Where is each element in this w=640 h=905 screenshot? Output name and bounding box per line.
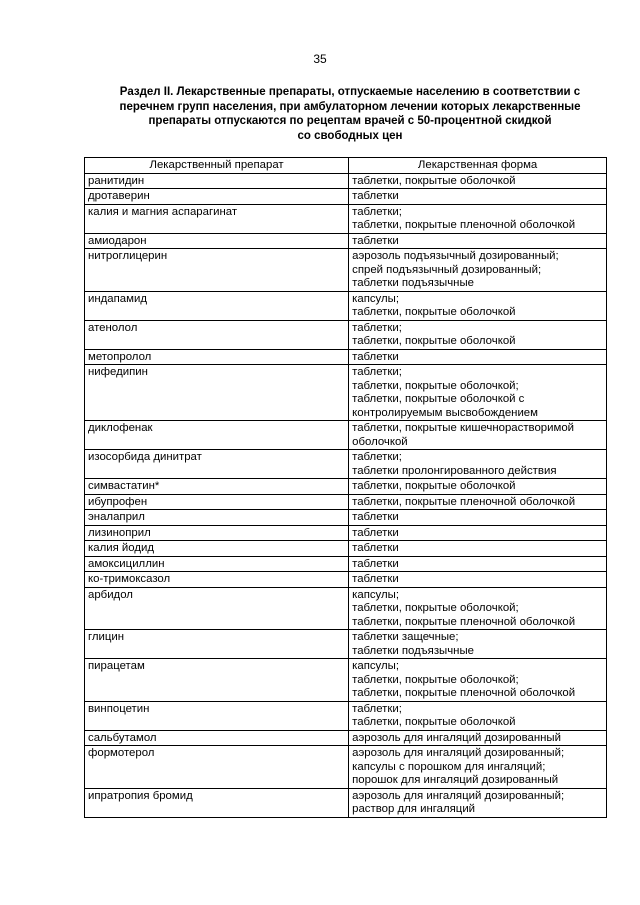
drug-form-line: контролируемым высвобождением: [352, 406, 538, 419]
drug-form-cell: [349, 587, 607, 630]
drug-name-cell: ибупрофен: [85, 494, 349, 510]
table-row: [85, 587, 607, 630]
table-row: [85, 450, 607, 479]
table-row: [85, 365, 607, 421]
drug-name-cell: амиодарон: [85, 233, 349, 249]
table-row: [85, 479, 607, 495]
drug-form-line: таблетки, покрытые оболочкой;: [352, 673, 519, 686]
table-row: [85, 349, 607, 365]
drug-form-line: таблетки, покрытые оболочкой;: [352, 602, 519, 614]
table-row: [85, 291, 607, 320]
drug-form-line: таблетки: [352, 234, 399, 247]
drug-form-cell: [349, 249, 607, 292]
drug-form-line: капсулы;: [352, 660, 400, 672]
drug-form-line: таблетки: [352, 557, 399, 570]
drug-form-cell: [349, 421, 607, 450]
drug-name-cell: эналаприл: [85, 510, 349, 526]
drug-form-line: спрей подъязычный дозированный;: [352, 263, 542, 276]
drug-table: [84, 157, 607, 818]
drug-form-line: капсулы;: [352, 292, 400, 305]
drug-form-line: таблетки: [352, 542, 399, 554]
drug-table-body: [85, 173, 607, 817]
drug-name-cell: калия йодид: [85, 541, 349, 557]
drug-name-cell: пирацетам: [85, 659, 349, 702]
drug-form-line: таблетки, покрытые оболочкой: [352, 174, 516, 187]
drug-form-cell: [349, 510, 607, 526]
drug-name-cell: калия и магния аспарагинат: [85, 204, 349, 233]
section-title-line: перечнем групп населения, при амбулаторном лечении которых лекарственные: [119, 100, 581, 113]
column-header-drug: Лекарственный препарат: [85, 158, 349, 174]
drug-form-line: аэрозоль для ингаляций дозированный;: [352, 789, 565, 802]
drug-name-cell: симвастатин*: [85, 479, 349, 495]
table-row: [85, 701, 607, 730]
table-row: [85, 233, 607, 249]
drug-form-cell: [349, 479, 607, 495]
column-header-form: Лекарственная форма: [349, 158, 607, 174]
drug-form-line: таблетки: [352, 511, 399, 523]
drug-form-line: таблетки, покрытые пленочной оболочкой: [352, 687, 576, 699]
drug-form-cell: [349, 365, 607, 421]
drug-form-cell: [349, 572, 607, 588]
drug-form-line: порошок для ингаляций дозированный: [352, 774, 559, 786]
table-row: [85, 659, 607, 702]
drug-name-cell: лизиноприл: [85, 525, 349, 541]
drug-form-line: таблетки: [352, 526, 399, 539]
drug-form-line: таблетки подъязычные: [352, 644, 474, 657]
table-row: [85, 173, 607, 189]
drug-form-line: оболочкой: [352, 435, 408, 448]
section-title-line: препараты отпускаются по рецептам врачей с 50-процентной скидкой: [148, 115, 552, 127]
drug-name-cell: ипратропия бромид: [85, 788, 349, 817]
drug-form-line: таблетки подъязычные: [352, 277, 474, 289]
drug-form-cell: [349, 525, 607, 541]
table-row: [85, 189, 607, 205]
table-row: [85, 630, 607, 659]
drug-name-cell: диклофенак: [85, 421, 349, 450]
drug-form-line: таблетки, покрытые оболочкой с: [352, 393, 525, 405]
drug-name-cell: дротаверин: [85, 189, 349, 205]
drug-name-cell: винпоцетин: [85, 701, 349, 730]
table-row: [85, 541, 607, 557]
drug-form-line: таблетки;: [352, 205, 402, 218]
drug-form-line: капсулы;: [352, 588, 400, 601]
table-row: [85, 204, 607, 233]
table-row: [85, 556, 607, 572]
drug-form-line: таблетки пролонгированного действия: [352, 464, 557, 477]
drug-form-line: раствор для ингаляций: [352, 803, 476, 815]
section-title-line: Раздел II. Лекарственные препараты, отпускаемые населению в соответствии с: [119, 86, 581, 98]
drug-form-cell: [349, 173, 607, 189]
table-row: [85, 494, 607, 510]
drug-form-line: аэрозоль для ингаляций дозированный: [352, 731, 561, 744]
table-header-row: [85, 158, 607, 174]
drug-form-line: таблетки;: [352, 451, 402, 463]
drug-form-cell: [349, 659, 607, 702]
table-row: [85, 249, 607, 292]
drug-form-line: таблетки, покрытые пленочной оболочкой: [352, 219, 576, 231]
drug-name-cell: формотерол: [85, 746, 349, 789]
table-row: [85, 320, 607, 349]
drug-form-line: таблетки;: [352, 366, 402, 378]
drug-form-cell: [349, 450, 607, 479]
drug-form-line: аэрозоль для ингаляций дозированный;: [352, 747, 565, 759]
drug-name-cell: индапамид: [85, 291, 349, 320]
drug-form-line: таблетки, покрытые кишечнорастворимой: [352, 422, 575, 434]
table-row: [85, 788, 607, 817]
page-number: 35: [313, 52, 327, 66]
drug-form-cell: [349, 320, 607, 349]
table-row: [85, 746, 607, 789]
drug-form-cell: [349, 233, 607, 249]
drug-form-line: капсулы с порошком для ингаляций;: [352, 760, 546, 773]
drug-name-cell: амоксициллин: [85, 556, 349, 572]
drug-form-cell: [349, 556, 607, 572]
drug-form-cell: [349, 730, 607, 746]
drug-name-cell: атенолол: [85, 320, 349, 349]
drug-name-cell: ко-тримоксазол: [85, 572, 349, 588]
drug-name-cell: арбидол: [85, 587, 349, 630]
drug-form-line: таблетки: [352, 573, 399, 585]
table-row: [85, 525, 607, 541]
drug-form-cell: [349, 494, 607, 510]
drug-form-line: таблетки, покрытые оболочкой: [352, 716, 516, 728]
drug-form-cell: [349, 746, 607, 789]
drug-form-cell: [349, 701, 607, 730]
drug-name-cell: глицин: [85, 630, 349, 659]
drug-name-cell: нитроглицерин: [85, 249, 349, 292]
table-row: [85, 572, 607, 588]
drug-form-line: таблетки защечные;: [352, 631, 459, 643]
drug-form-cell: [349, 541, 607, 557]
drug-name-cell: сальбутамол: [85, 730, 349, 746]
drug-form-cell: [349, 204, 607, 233]
drug-form-line: таблетки: [352, 190, 399, 202]
drug-form-line: таблетки;: [352, 702, 402, 715]
drug-form-line: таблетки, покрытые пленочной оболочкой: [352, 615, 576, 628]
section-title: [80, 85, 620, 143]
drug-form-line: таблетки;: [352, 321, 402, 334]
table-row: [85, 510, 607, 526]
drug-name-cell: метопролол: [85, 349, 349, 365]
table-row: [85, 730, 607, 746]
drug-name-cell: ранитидин: [85, 173, 349, 189]
drug-form-line: таблетки: [352, 350, 399, 363]
drug-form-cell: [349, 349, 607, 365]
drug-form-cell: [349, 630, 607, 659]
drug-name-cell: изосорбида динитрат: [85, 450, 349, 479]
section-title-line: со свободных цен: [297, 129, 403, 142]
drug-form-cell: [349, 788, 607, 817]
drug-form-line: таблетки, покрытые оболочкой: [352, 480, 516, 492]
drug-name-cell: нифедипин: [85, 365, 349, 421]
drug-form-line: таблетки, покрытые оболочкой: [352, 335, 516, 347]
drug-form-line: таблетки, покрытые оболочкой;: [352, 379, 519, 392]
drug-form-line: аэрозоль подъязычный дозированный;: [352, 250, 559, 262]
table-row: [85, 421, 607, 450]
drug-form-cell: [349, 291, 607, 320]
drug-form-cell: [349, 189, 607, 205]
drug-form-line: таблетки, покрытые оболочкой: [352, 306, 516, 318]
drug-form-line: таблетки, покрытые пленочной оболочкой: [352, 495, 576, 508]
